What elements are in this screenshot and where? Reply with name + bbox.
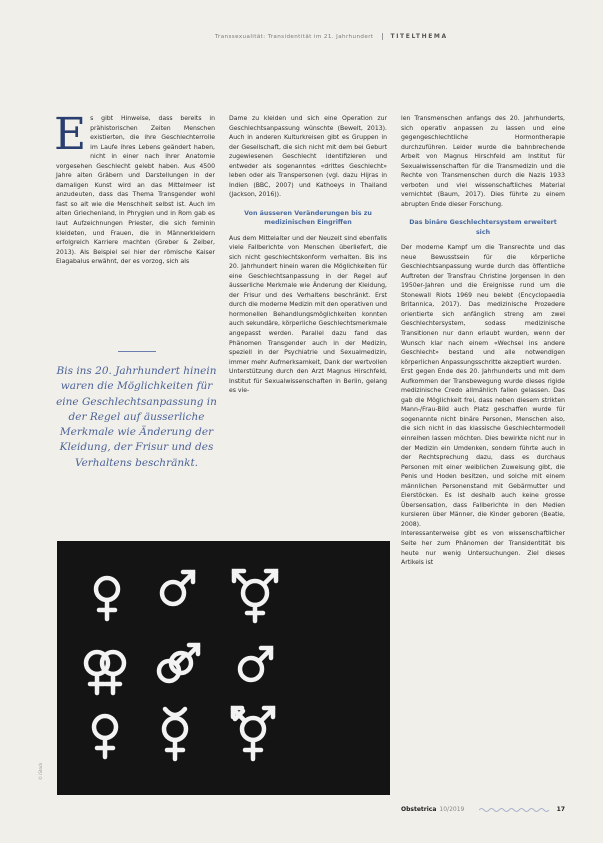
transgender-symbol <box>233 708 273 759</box>
running-header <box>215 33 448 40</box>
subheading: Das binäre Geschlechtersystem erweitert sich <box>409 219 557 236</box>
paragraph: Aus dem Mittelalter und der Neuzeit sind ebenfalls viele Fallberichte von Menschen überliefert, die sich nicht geschlechtskonform verhalten. Bis ins 20. Jahrhundert hinein waren die Möglichkeiten für eine Geschlechtsanpassung in der Regel auf äusserliche Merkmale wie Änderung der Kleidung, der Frisur und des Verhaltens beschränkt. Erst durch die moderne Medizin mit den operativen und hormonellen Behandlungsmöglichkeiten konnten auch sekundäre, körperliche Geschlechtsmerkmale angepasst werden. Parallel dazu fand das Phänomen Transgender auch in der Medizin, speziell in der Psychiatrie und Sexualmedizin, immer mehr Aufmerksamkeit, Dank der wertvollen Unterstützung durch den Arzt Magnus Hirschfeld, Institut für Sexualwissenschaften in Berlin, gelang es vie- <box>229 234 387 395</box>
paragraph: Der moderne Kampf um die Transrechte und das neue Bewusstsein für die körperliche Geschlechtsanpassung wurde durch das öffentliche Auftreten der Transfrau Christine Jorgensen in den 1950er-Jahren und die Ereignisse rund um die Stonewall Riots 1969 neu belebt (Encyclopaedia Britannica, 2017). Das medizinische Prozedere orientierte sich anfänglich streng am zwei Geschlechtersystem, sodass medizinische Transitionen nur dann erlaubt wurden, wenn der Wunsch klar nach einem «Wechsel ins andere Geschlecht» bestand und alle notwendigen körperlichen Anpassungsschritte akzeptiert wurden. <box>401 244 565 366</box>
section-label: TITELTHEMA <box>390 33 448 40</box>
paragraph: Dame zu kleiden und sich eine Operation zur Geschlechtsanpassung wünschte (Bewelt, 2013). Auch in anderen Kulturkreisen gibt es Gruppen in der Gesellschaft, die sich nicht mit dem bei Geburt zugewiesenen Geschlecht identifizieren und entweder als sogenanntes «drittes Geschlecht» leben oder als Transpersonen (vgl. dazu Hijras in Indien (BBC, 2007) und Kathoeys in Thailand (Jackson, 2016)). <box>229 115 387 199</box>
decorative-wave <box>479 807 549 813</box>
intersex-symbol <box>234 571 276 621</box>
lesbian-symbol <box>86 652 124 693</box>
paragraph: Erst gegen Ende des 20. Jahrhunderts und mit dem Aufkommen der Transbewegung wurde dieses rigide medizinische Credo allmählich fallen gelassen. Das gab die Möglichkeit frei, dass neben diesem strikten Mann-/Frau-Bild auch Platz geschaffen wurde für sogenannte nicht binäre Personen, Menschen also, die sich nicht in das klassische Geschlechtermodell einreihen lassen möchten. Dies bewirkte nicht nur in der Medizin ein Umdenken, sondern führte auch in der Rechtsprechung dazu, dass es durchaus Personen mit einer weiblichen Zuweisung gibt, die Penis und Hoden besitzen, und solche mit einem männlichen Personenstand mit Gebärmutter und Eierstöcken. Es ist deshalb auch keine grosse Übersensation, dass Fallberichte in den Medien kursieren über Männer, die Kinder geboren (Beatie, 2008). <box>401 368 565 528</box>
text-column-2 <box>229 114 387 396</box>
gender-symbols-photo <box>57 541 390 795</box>
text-column-3 <box>401 114 565 568</box>
page-number: 17 <box>556 806 565 813</box>
running-title: Transsexualität: Transidentität im 21. Jahrhundert <box>215 34 374 40</box>
photo-credit: © iStock <box>38 762 43 780</box>
journal-name: Obstetrica <box>401 806 437 813</box>
male-symbol <box>240 648 271 680</box>
issue-number: 10/2019 <box>439 806 465 813</box>
female-symbol <box>96 578 118 619</box>
page-footer <box>401 806 565 813</box>
paragraph: len Transmenschen anfangs des 20. Jahrhunderts, sich operativ anpassen zu lassen und eine gegengeschlechtliche Hormontherapie durchzuführen. Leider wurde die bahnbrechende Arbeit von Magnus Hirschfeld am Institut für Sexualwissenschaften für die Transmedizin und die Rechte von Transmenschen durch die Nazis 1933 verboten und viel wissenschaftliches Material vernichtet (Baum, 2017). Dies führte zu einem abrupten Ende dieser Forschung. <box>401 115 565 208</box>
gender-symbols-illustration <box>57 541 390 795</box>
pullquote-rule <box>118 351 156 352</box>
paragraph <box>54 109 215 267</box>
paragraph: Interessanterweise gibt es von wissenschaftlicher Seite her zum Phänomen der Transidentität bis heute nur wenig Untersuchungen. Ziel dieses Artikels ist <box>401 530 565 567</box>
paragraph-text: s gibt Hinweise, dass bereits in prähistorischen Zeiten Menschen existierten, die ihre Geschlechterrolle im Laufe ihres Lebens geändert haben, nicht in einer nach ihrer Anatomie vorgesehen Geschlecht gelebt haben. Aus 4500 Jahre alten Gräbern und Darstellungen in der damaligen Kunst wird an das Mittelmeer ist anzudeuten, dass das Thema Transgender wohl fast so alt wie die Menschheit selbst ist. Auch im alten Griechenland, in Phrygien und in Rom gab es laut Aufzeichnungen Priester, die sich feminin kleideten, und Frauen, die in Männerkleidern erfolgreich Karriere machten (Greber & Zeiber, 2013). Als Beispiel sei hier der römische Kaiser Elagabalus erwähnt, der es vorzog, sich als <box>56 115 215 266</box>
gay-symbol <box>159 645 198 681</box>
pull-quote: Bis ins 20. Jahrhundert hinein waren die Möglichkeiten für eine Geschlechtsanpassung in der Regel auf äusserliche Merkmale wie Änderung der Kleidung, der Frisur und des Verhaltens beschränkt. <box>56 365 217 469</box>
header-separator <box>382 33 383 40</box>
subheading: Von äusseren Veränderungen bis zu medizinischen Eingriffen <box>244 209 372 227</box>
drop-cap: E <box>54 109 87 160</box>
transgender-male-symbol <box>164 709 186 759</box>
male-symbol <box>162 572 193 604</box>
text-column-1 <box>54 109 215 267</box>
transgender-female-symbol <box>94 716 116 757</box>
